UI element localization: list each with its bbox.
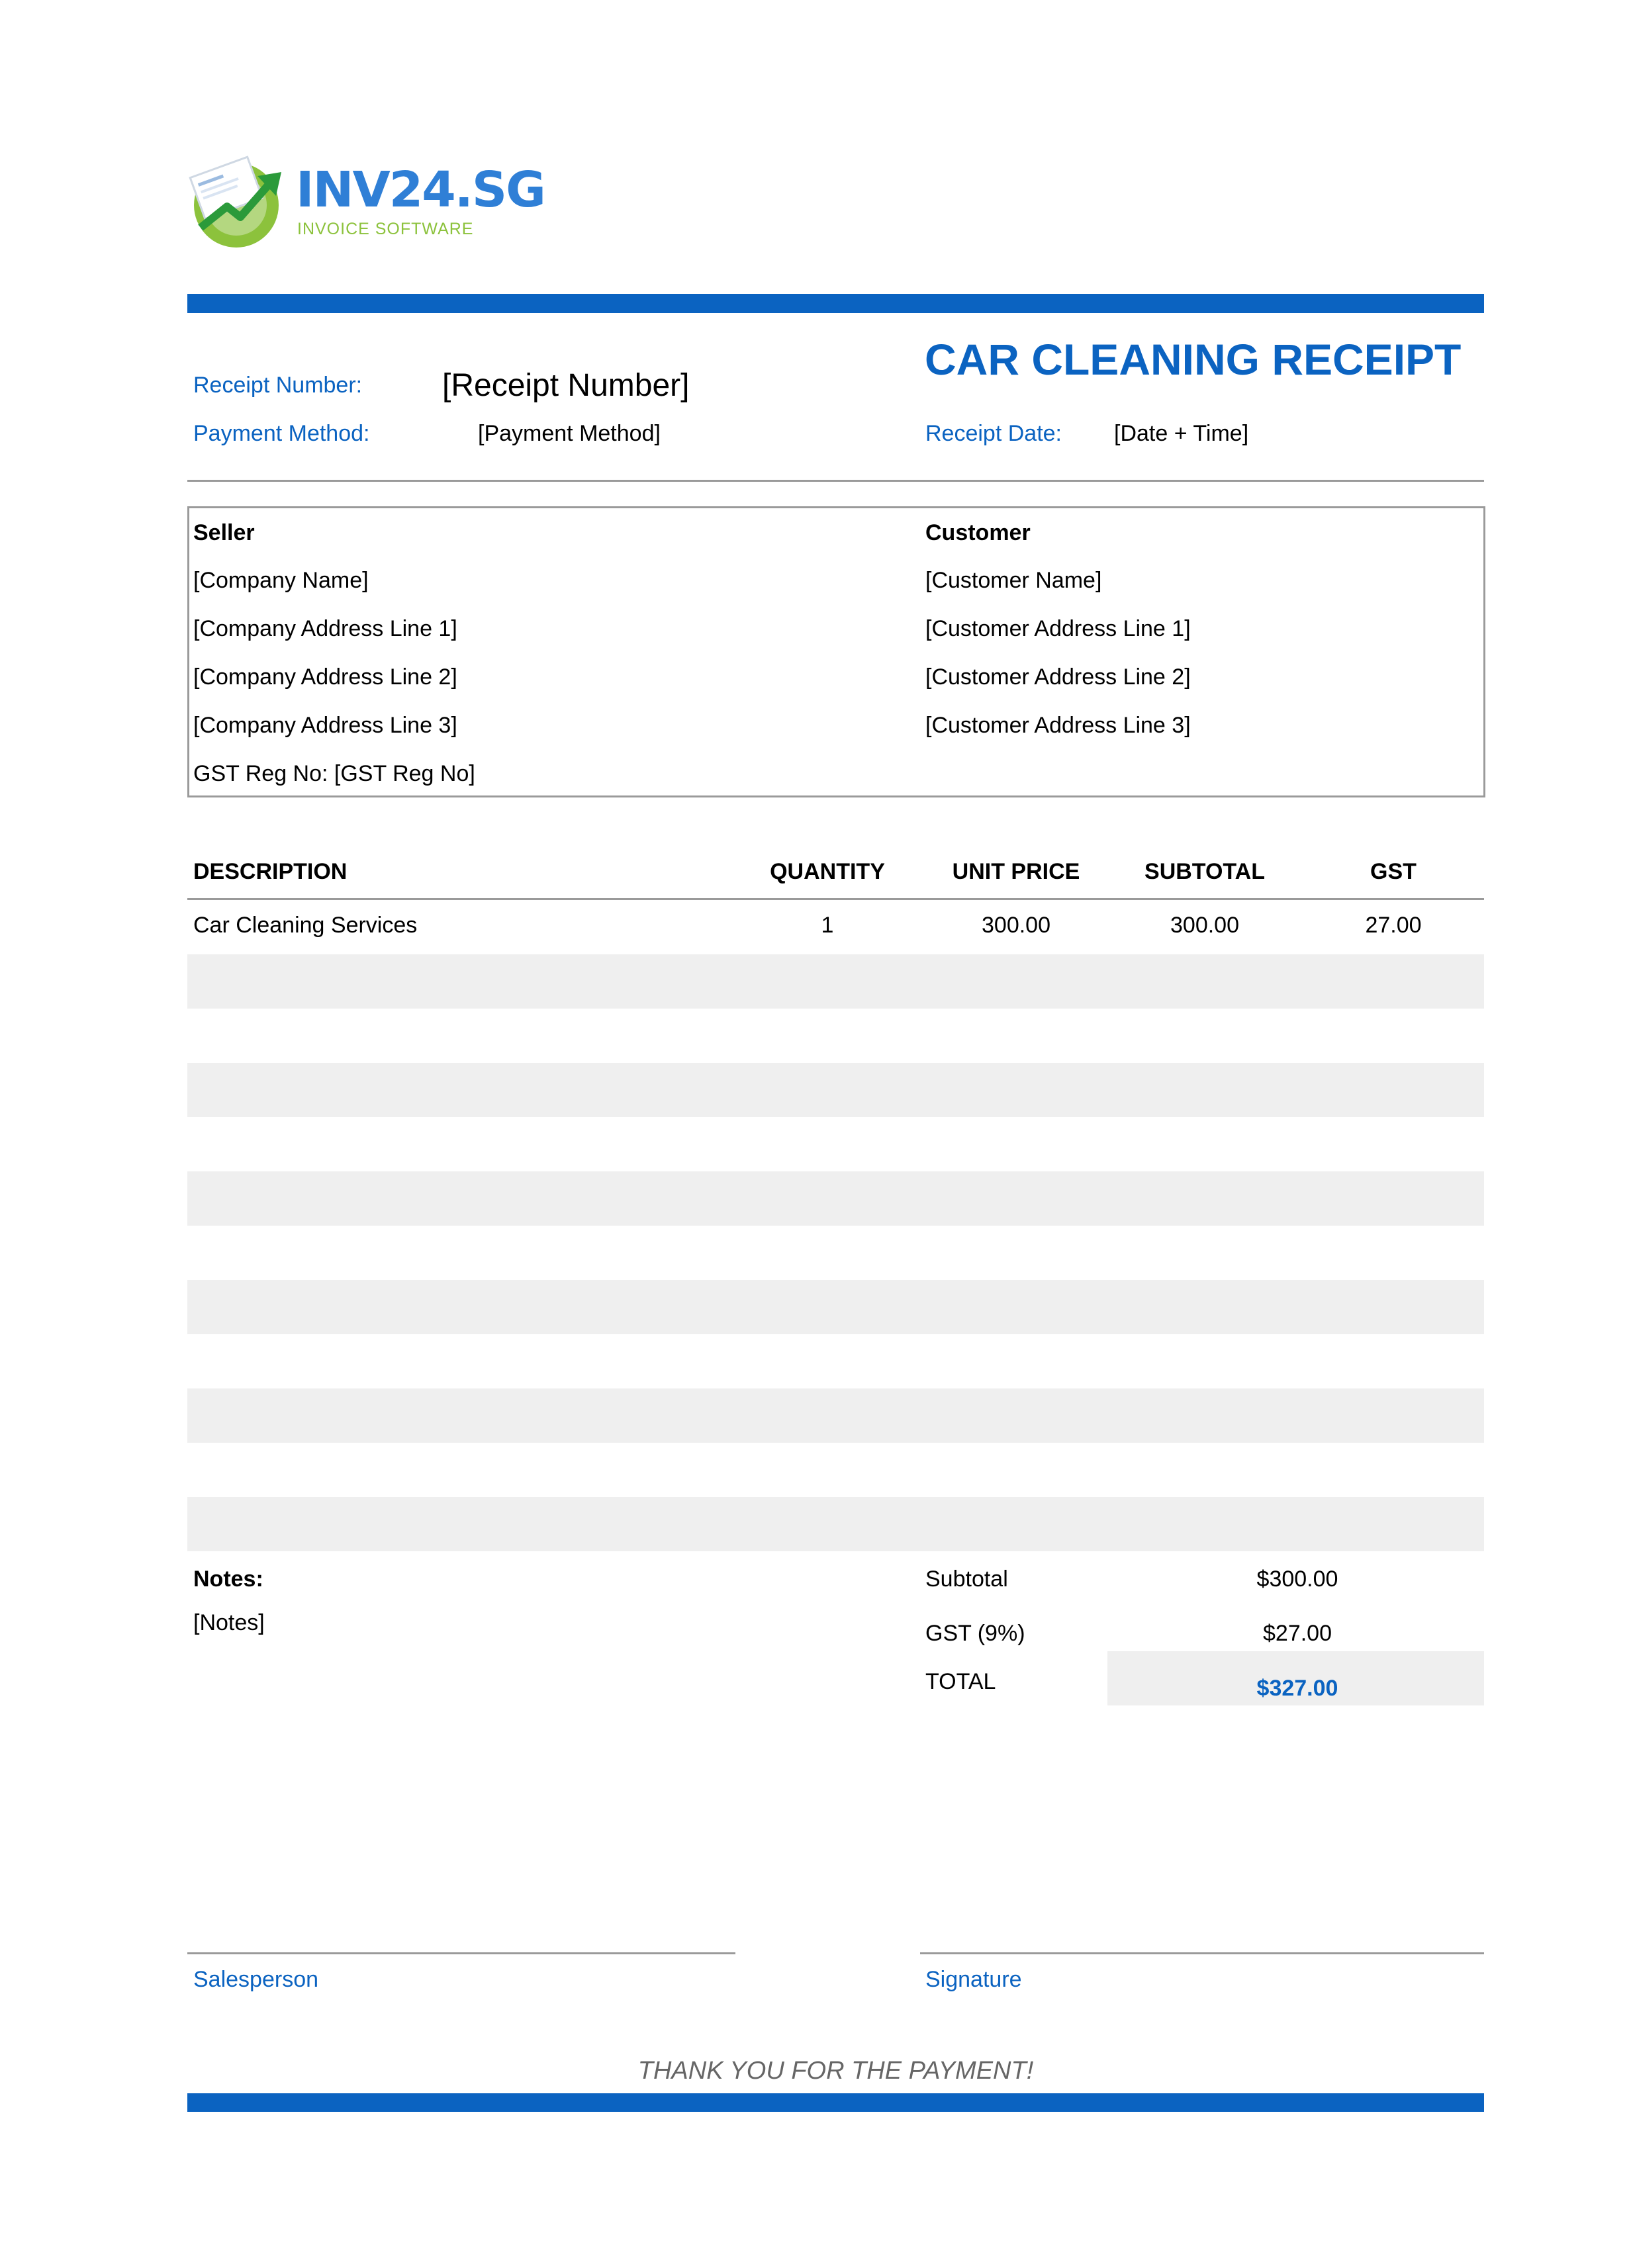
customer-name: [Customer Name] (925, 568, 1102, 593)
customer-address-line-3: [Customer Address Line 3] (925, 713, 1191, 738)
col-header-gst: GST (1370, 859, 1417, 884)
receipt-title: CAR CLEANING RECEIPT (925, 335, 1462, 384)
seller-heading: Seller (193, 520, 255, 545)
notes-value: [Notes] (193, 1610, 265, 1635)
col-header-description: DESCRIPTION (193, 859, 348, 884)
empty-row-shaded (187, 954, 1484, 1009)
total-value: $327.00 (1256, 1676, 1338, 1701)
top-accent-bar (187, 294, 1484, 313)
receipt-date-label: Receipt Date: (925, 421, 1062, 446)
company-logo (189, 154, 545, 249)
payment-method-value: [Payment Method] (478, 421, 661, 446)
logo-chart-icon (189, 154, 288, 249)
row-gst: 27.00 (1365, 913, 1422, 938)
empty-row-shaded (187, 1497, 1484, 1551)
empty-row-shaded (187, 1388, 1484, 1443)
seller-gst-reg: GST Reg No: [GST Reg No] (193, 761, 475, 786)
header-divider (187, 480, 1484, 482)
logo-wordmark: INV24.SG (296, 161, 545, 218)
logo-tagline: INVOICE SOFTWARE (297, 220, 474, 238)
parties-box (187, 506, 1485, 797)
notes-label: Notes: (193, 1566, 263, 1592)
salesperson-label: Salesperson (193, 1967, 319, 1992)
table-header-divider (187, 898, 1484, 900)
customer-heading: Customer (925, 520, 1031, 545)
thank-you-message: THANK YOU FOR THE PAYMENT! (637, 2057, 1034, 2085)
seller-address-line-1: [Company Address Line 1] (193, 616, 457, 641)
subtotal-value: $300.00 (1256, 1566, 1338, 1592)
signature-label: Signature (925, 1967, 1022, 1992)
customer-address-line-2: [Customer Address Line 2] (925, 664, 1191, 690)
payment-method-label: Payment Method: (193, 421, 370, 446)
row-subtotal: 300.00 (1170, 913, 1239, 938)
seller-address-line-3: [Company Address Line 3] (193, 713, 457, 738)
salesperson-line (187, 1952, 735, 1954)
seller-address-line-2: [Company Address Line 2] (193, 664, 457, 690)
bottom-accent-bar (187, 2093, 1484, 2112)
gst-value: $27.00 (1263, 1621, 1332, 1646)
col-header-quantity: QUANTITY (770, 859, 885, 884)
col-header-subtotal: SUBTOTAL (1144, 859, 1265, 884)
row-unit-price: 300.00 (982, 913, 1050, 938)
total-label: TOTAL (925, 1669, 996, 1694)
empty-row-shaded (187, 1171, 1484, 1226)
receipt-number-label: Receipt Number: (193, 373, 363, 398)
receipt-number-value: [Receipt Number] (442, 368, 690, 403)
receipt-date-value: [Date + Time] (1114, 421, 1249, 446)
empty-row-shaded (187, 1280, 1484, 1334)
subtotal-label: Subtotal (925, 1566, 1008, 1592)
seller-company-name: [Company Name] (193, 568, 369, 593)
customer-address-line-1: [Customer Address Line 1] (925, 616, 1191, 641)
gst-label: GST (9%) (925, 1621, 1025, 1646)
row-description: Car Cleaning Services (193, 913, 418, 938)
col-header-unit-price: UNIT PRICE (952, 859, 1080, 884)
empty-row-shaded (187, 1063, 1484, 1117)
signature-line (920, 1952, 1484, 1954)
row-quantity: 1 (821, 913, 834, 938)
